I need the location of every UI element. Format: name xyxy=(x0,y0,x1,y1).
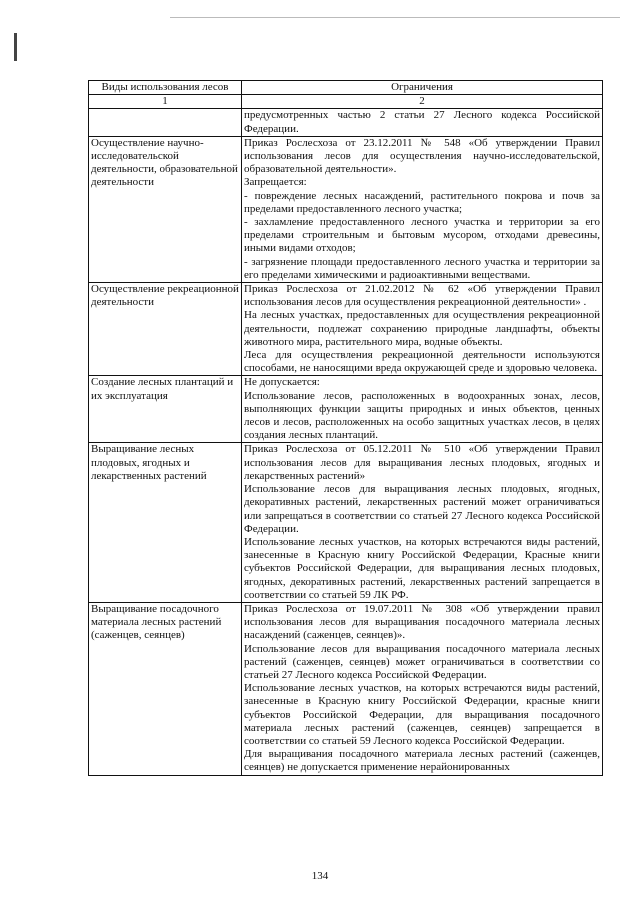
usage-type: Осуществление рекреационной деятельности xyxy=(89,283,242,376)
restrictions-cell xyxy=(242,136,603,282)
restriction-paragraph: Не допускается: xyxy=(244,376,320,389)
restriction-paragraph: На лесных участках, предоставленных для осуществления рекреационной деятельности, подлежат сохранению природные ландшафты, объекты животного мира, растительного мира, водные объекты. xyxy=(244,309,600,348)
restriction-paragraph: Для выращивания посадочного материала лесных растений (саженцев, сеянцев) не допускается применение нерайонированных xyxy=(244,748,600,774)
table-row-continuation xyxy=(89,109,603,136)
restriction-paragraph: Приказ Рослесхоза от 21.02.2012 № 62 «Об утверждении Правил использования лесов для осуществления рекреационной деятельности» . xyxy=(244,283,600,309)
header-num2: 2 xyxy=(242,95,603,109)
restrictions-cell xyxy=(242,283,603,376)
restriction-paragraph: Леса для осуществления рекреационной деятельности используются способами, не наносящими вреда окружающей среде и здоровью человека. xyxy=(244,349,600,375)
restriction-paragraph: Использование лесов для выращивания лесных плодовых, ягодных, декоративных растений, лекарственных растений может ограничиваться или запрещаться в соответствии со статьей 27 Лесного кодекса Российской Федерации. xyxy=(244,483,600,535)
restriction-paragraph: Запрещается: xyxy=(244,176,307,189)
continuation-text: предусмотренных частью 2 статьи 27 Лесного кодекса Российской Федерации. xyxy=(242,109,603,136)
usage-type: Осуществление научно-исследовательской деятельности, образовательной деятельности xyxy=(89,136,242,282)
table-row xyxy=(89,602,603,775)
usage-type: Выращивание лесных плодовых, ягодных и лекарственных растений xyxy=(89,443,242,602)
table-number-row xyxy=(89,95,603,109)
restrictions-table xyxy=(88,80,603,776)
restriction-paragraph: Приказ Рослесхоза от 23.12.2011 № 548 «Об утверждении Правил использования лесов для осуществления научно-исследовательской, образовательной деятельности». xyxy=(244,136,600,176)
page-number: 134 xyxy=(311,870,329,882)
restriction-paragraph: Использование лесных участков, на которых встречаются виды растений, занесенные в Красную книгу Российской Федерации, красные книги субъектов Российской Федерации, для выращивания посадочного материала лесных растений (саженцев, сеянцев) запрещается в соответствии со статьей 59 Лесного кодекса Российской Федерации. xyxy=(244,682,600,747)
table-row xyxy=(89,376,603,443)
restriction-paragraph: - загрязнение площади предоставленного лесного участка и территории за его пределами химическими и радиоактивными веществами. xyxy=(244,255,600,281)
usage-type: Создание лесных плантаций и их эксплуатация xyxy=(89,376,242,443)
table-row xyxy=(89,283,603,376)
restrictions-cell xyxy=(242,376,603,443)
header-col2: Ограничения xyxy=(242,81,603,95)
restriction-paragraph: Использование лесных участков, на которых встречаются виды растений, занесенные в Красную книгу Российской Федерации, Красные книги субъектов Российской Федерации, для выращивания лесных плодовых, ягодных, декоративных растений, лекарственных растений запрещается в соответствии со статьей 59 ЛК РФ. xyxy=(244,535,600,601)
restriction-paragraph: - захламление предоставленного лесного участка и территории за его пределами строительным и бытовым мусором, отходами древесины, иными видами отходов; xyxy=(244,216,600,255)
scan-mark xyxy=(14,33,17,61)
table-header-row xyxy=(89,81,603,95)
table-row xyxy=(89,443,603,602)
restriction-paragraph: Использование лесов для выращивания посадочного материала лесных растений (саженцев, сеянцев) может ограничиваться в соответствии со статьей 27 Лесного кодекса Российской Федерации. xyxy=(244,642,600,681)
restriction-paragraph: Приказ Рослесхоза от 19.07.2011 № 308 «Об утверждении правил использования лесов для выращивания посадочного материала лесных насаждений (саженцев, сеянцев)». xyxy=(244,602,600,642)
restriction-paragraph: Приказ Рослесхоза от 05.12.2011 № 510 «Об утверждении Правил использования лесов для выращивания лесных плодовых, ягодных и лекарственных растений» xyxy=(244,443,600,482)
restriction-paragraph: - повреждение лесных насаждений, растительного покрова и почв за пределами предоставленного лесного участка; xyxy=(244,189,600,215)
restrictions-cell xyxy=(242,443,603,602)
table-row xyxy=(89,136,603,282)
restrictions-cell xyxy=(242,602,603,775)
continuation-type-cell xyxy=(89,109,242,136)
header-col1: Виды использования лесов xyxy=(89,81,242,95)
restriction-paragraph: Использование лесов, расположенных в водоохранных зонах, лесов, выполняющих функции защиты природных и иных объектов, ценных лесов и лесов, расположенных на особо защитных участках лесов, в целях создания лесных плантаций. xyxy=(244,389,600,442)
header-num1: 1 xyxy=(89,95,242,109)
top-rule xyxy=(170,17,620,18)
usage-type: Выращивание посадочного материала лесных растений (саженцев, сеянцев) xyxy=(89,602,242,775)
